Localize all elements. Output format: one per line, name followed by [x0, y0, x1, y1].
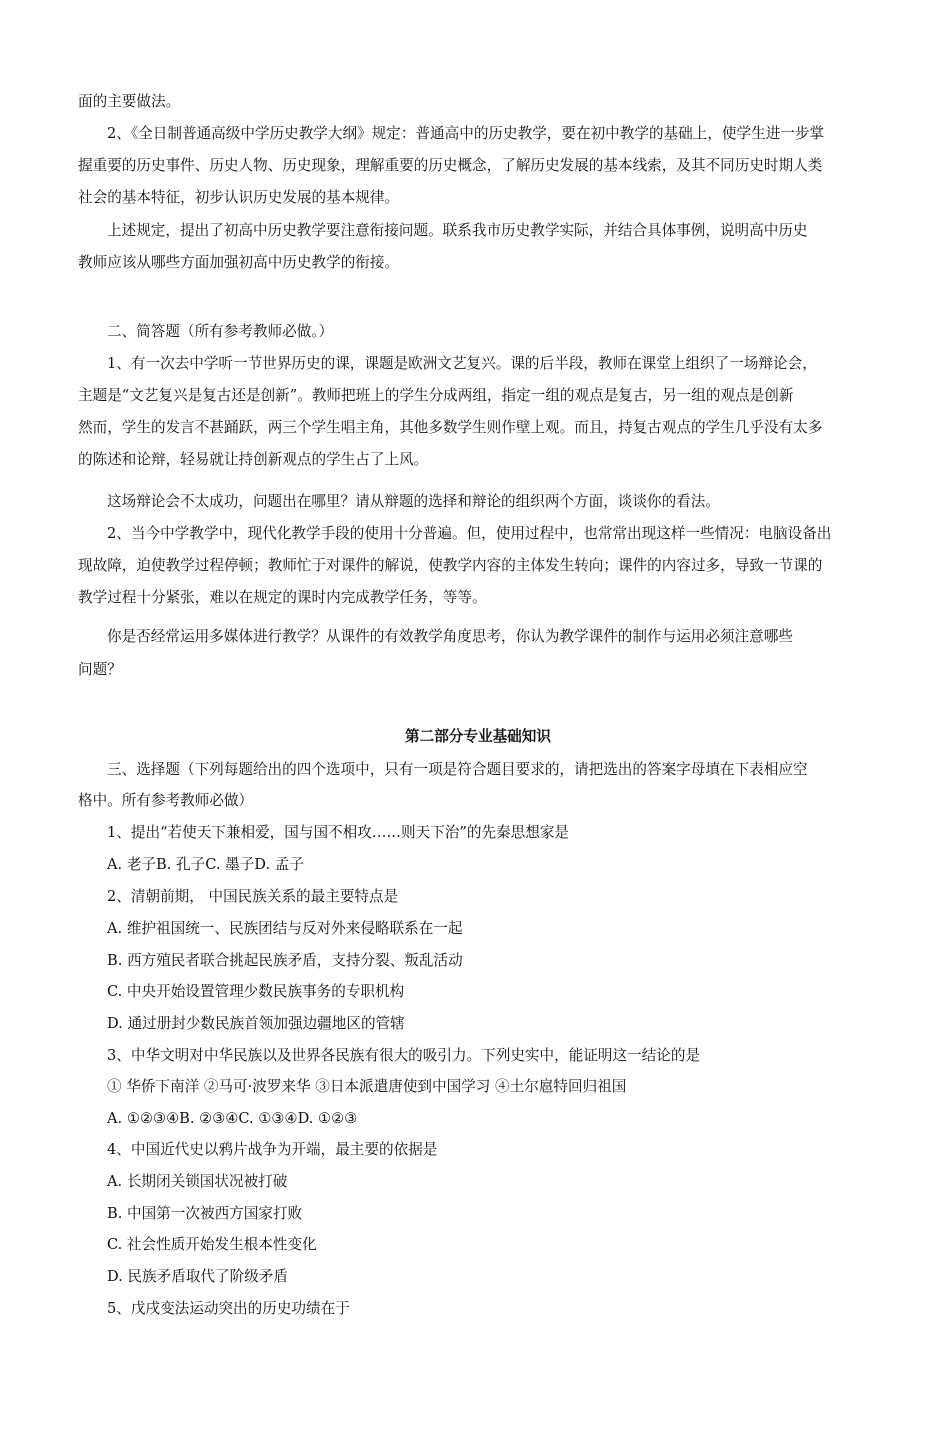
mc-question-1: 1、提出“若使天下兼相爱，国与国不相攻……则天下治”的先秦思想家是 [107, 824, 570, 841]
paragraph-continuation: 面的主要做法。 [78, 93, 181, 110]
question-2-text-line-2: 握重要的历史事件、历史人物、历史现象，理解重要的历史概念，了解历史发展的基本线索，及其不同历史时期人类 [78, 157, 823, 174]
question-2-text-line-3: 社会的基本特征，初步认识历史发展的基本规律。 [78, 189, 400, 206]
short-answer-q2-prompt-line-1: 你是否经常运用多媒体进行教学？从课件的有效教学角度思考，你认为教学课件的制作与运用必须注意哪些 [107, 628, 793, 645]
short-answer-q1-line-1: 1、有一次去中学听一节世界历史的课，课题是欧洲文艺复兴。课的后半段，教师在课堂上组织了一场辩论会， [107, 355, 817, 372]
short-answer-q2-line-2: 现故障，迫使教学过程停顿；教师忙于对课件的解说，使教学内容的主体发生转向；课件的内容过多，导致一节课的 [78, 557, 823, 574]
short-answer-q1-line-3: 然而，学生的发言不甚踊跃，两三个学生唱主角，其他多数学生则作壁上观。而且，持复古观点的学生几乎没有太多 [78, 419, 823, 436]
short-answer-q2-prompt-line-2: 问题？ [78, 661, 122, 678]
mc-question-4: 4、中国近代史以鸦片战争为开端，最主要的依据是 [107, 1141, 438, 1158]
mc-question-5: 5、戊戌变法运动突出的历史功绩在于 [107, 1300, 350, 1317]
part-two-heading: 第二部分专业基础知识 [405, 728, 551, 745]
mc-question-3-options: A. ①②③④B. ②③④C. ①③④D. ①②③ [107, 1110, 358, 1127]
mc-question-1-options: A. 老子B. 孔子C. 墨子D. 孟子 [107, 856, 304, 873]
short-answer-q1-prompt: 这场辩论会不太成功，问题出在哪里？请从辩题的选择和辩论的组织两个方面，谈谈你的看法。 [107, 493, 720, 510]
mc-question-2-option-a: A. 维护祖国统一、民族团结与反对外来侵略联系在一起 [107, 920, 463, 937]
short-answer-q1-line-4: 的陈述和论辩，轻易就让持创新观点的学生占了上风。 [78, 451, 429, 468]
mc-question-2: 2、清朝前期， 中国民族关系的最主要特点是 [107, 888, 399, 905]
mc-question-2-option-b: B. 西方殖民者联合挑起民族矛盾，支持分裂、叛乱活动 [107, 952, 463, 969]
mc-question-4-option-c: C. 社会性质开始发生根本性变化 [107, 1236, 317, 1253]
mc-question-2-option-c: C. 中央开始设置管理少数民族事务的专职机构 [107, 983, 405, 1000]
short-answer-q2-line-1: 2、当今中学教学中，现代化教学手段的使用十分普遍。但，使用过程中，也常常出现这样一些情况：电脑设备出 [107, 525, 832, 542]
question-2-text-line-1: 2、《全日制普通高级中学历史教学大纲》规定：普通高中的历史教学，要在初中教学的基础上，使学生进一步掌 [107, 125, 825, 142]
question-2-prompt-line-1: 上述规定，提出了初高中历史教学要注意衔接问题。联系我市历史教学实际，并结合具体事例，说明高中历史 [107, 222, 808, 239]
question-2-prompt-line-2: 教师应该从哪些方面加强初高中历史教学的衔接。 [78, 254, 400, 271]
mc-question-3: 3、中华文明对中华民族以及世界各民族有很大的吸引力。下列史实中，能证明这一结论的是 [107, 1047, 701, 1064]
multiple-choice-instructions-line-1: 三、选择题（下列每题给出的四个选项中，只有一项是符合题目要求的，请把选出的答案字母填在下表相应空 [107, 761, 808, 778]
short-answer-q2-line-3: 教学过程十分紧张，难以在规定的课时内完成教学任务，等等。 [78, 589, 487, 606]
short-answer-q1-line-2: 主题是“文艺复兴是复古还是创新”。教师把班上的学生分成两组，指定一组的观点是复古，另一组的观点是创新 [78, 387, 794, 404]
mc-question-4-option-d: D. 民族矛盾取代了阶级矛盾 [107, 1268, 288, 1285]
section-title-short-answer: 二、简答题（所有参考教师必做。） [107, 323, 334, 340]
mc-question-3-items: ① 华侨下南洋 ②马可·波罗来华 ③日本派遣唐使到中国学习 ④土尔扈特回归祖国 [107, 1078, 627, 1095]
mc-question-4-option-a: A. 长期闭关锁国状况被打破 [107, 1173, 288, 1190]
multiple-choice-instructions-line-2: 格中。所有参考教师必做） [78, 792, 254, 809]
mc-question-2-option-d: D. 通过册封少数民族首领加强边疆地区的管辖 [107, 1015, 405, 1032]
mc-question-4-option-b: B. 中国第一次被西方国家打败 [107, 1205, 303, 1222]
